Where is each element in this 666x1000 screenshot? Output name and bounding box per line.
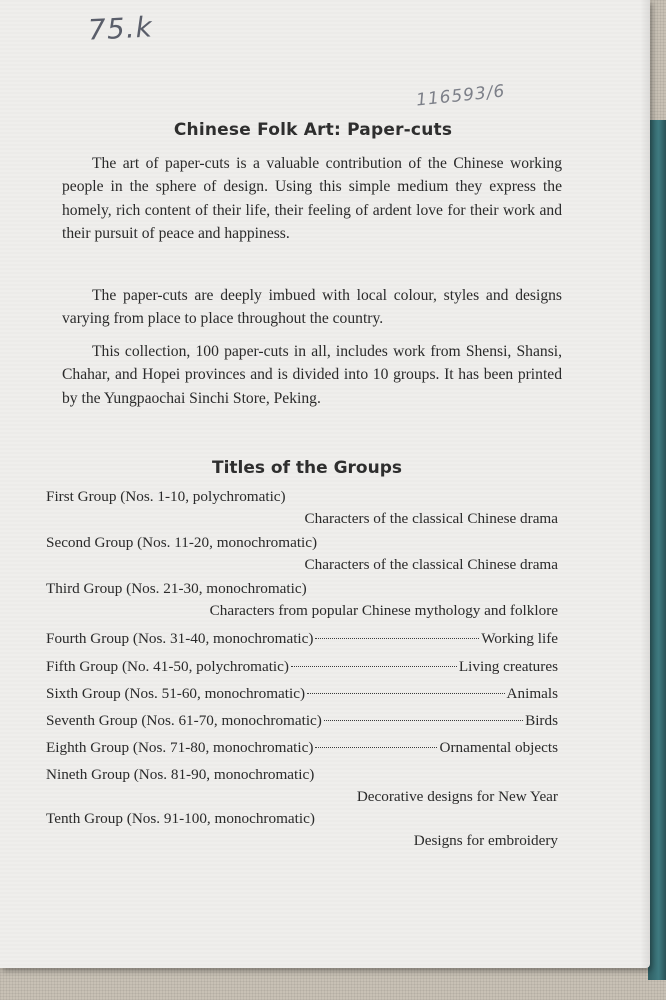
paragraph-2 bbox=[62, 284, 562, 331]
group-6-head: Sixth Group (Nos. 51-60, monochromatic) bbox=[46, 685, 305, 702]
group-10 bbox=[46, 808, 558, 852]
group-9 bbox=[46, 764, 558, 808]
dot-leader bbox=[291, 666, 457, 667]
group-8 bbox=[46, 737, 558, 759]
group-4 bbox=[46, 628, 558, 650]
dot-leader bbox=[307, 693, 505, 694]
group-8-subject: Ornamental objects bbox=[439, 739, 558, 756]
group-5-head: Fifth Group (No. 41-50, polychromatic) bbox=[46, 658, 289, 675]
group-6 bbox=[46, 683, 558, 705]
paragraph-3-text: This collection, 100 paper-cuts in all, includes work from Shensi, Shansi, Chahar, and Hopei provinces and is divided into 10 groups. It has been printed by the Yungpaochai Sinchi Store, Peking. bbox=[62, 343, 562, 407]
group-9-subject: Decorative designs for New Year bbox=[356, 788, 558, 805]
group-2 bbox=[46, 532, 558, 576]
group-1-head: First Group (Nos. 1-10, polychromatic) bbox=[46, 488, 286, 505]
paragraph-3 bbox=[62, 340, 562, 410]
handwritten-number-top-right: 116593/6 bbox=[415, 81, 507, 111]
group-3 bbox=[46, 578, 558, 622]
group-8-head: Eighth Group (Nos. 71-80, monochromatic) bbox=[46, 739, 314, 756]
group-4-subject: Working life bbox=[481, 630, 558, 647]
page-edge-shadow bbox=[640, 0, 650, 968]
paragraph-2-text: The paper-cuts are deeply imbued with local colour, styles and designs varying from place to place throughout the country. bbox=[62, 287, 562, 328]
group-6-subject: Animals bbox=[506, 685, 558, 702]
group-3-head: Third Group (Nos. 21-30, monochromatic) bbox=[46, 580, 307, 597]
groups-section-title: Titles of the Groups bbox=[211, 458, 403, 478]
group-3-subject: Characters from popular Chinese mythology and folklore bbox=[209, 602, 558, 619]
dot-leader bbox=[324, 720, 523, 721]
book-spine-strip bbox=[648, 120, 666, 980]
dot-leader bbox=[315, 747, 437, 748]
group-4-head: Fourth Group (Nos. 31-40, monochromatic) bbox=[46, 630, 314, 647]
group-9-head: Nineth Group (Nos. 81-90, monochromatic) bbox=[46, 766, 315, 783]
page-title: Chinese Folk Art: Paper-cuts bbox=[173, 120, 453, 140]
paragraph-1 bbox=[62, 152, 562, 246]
paragraph-1-text: The art of paper-cuts is a valuable contribution of the Chinese working people in the sphere of design. Using this simple medium they express the homely, rich content of their life, their feeling of ardent love for their work and their pursuit of peace and happiness. bbox=[62, 155, 562, 243]
group-1-subject: Characters of the classical Chinese drama bbox=[304, 510, 558, 527]
group-7 bbox=[46, 710, 558, 732]
handwritten-mark-top-left: 75.k bbox=[87, 10, 154, 47]
group-5 bbox=[46, 656, 558, 678]
group-2-subject: Characters of the classical Chinese drama bbox=[304, 556, 558, 573]
dot-leader bbox=[315, 638, 479, 639]
group-5-subject: Living creatures bbox=[458, 658, 558, 675]
group-1 bbox=[46, 486, 558, 530]
group-7-head: Seventh Group (Nos. 61-70, monochromatic) bbox=[46, 712, 322, 729]
group-10-head: Tenth Group (Nos. 91-100, monochromatic) bbox=[46, 810, 315, 827]
group-10-subject: Designs for embroidery bbox=[413, 832, 558, 849]
group-7-subject: Birds bbox=[525, 712, 558, 729]
group-2-head: Second Group (Nos. 11-20, monochromatic) bbox=[46, 534, 318, 551]
